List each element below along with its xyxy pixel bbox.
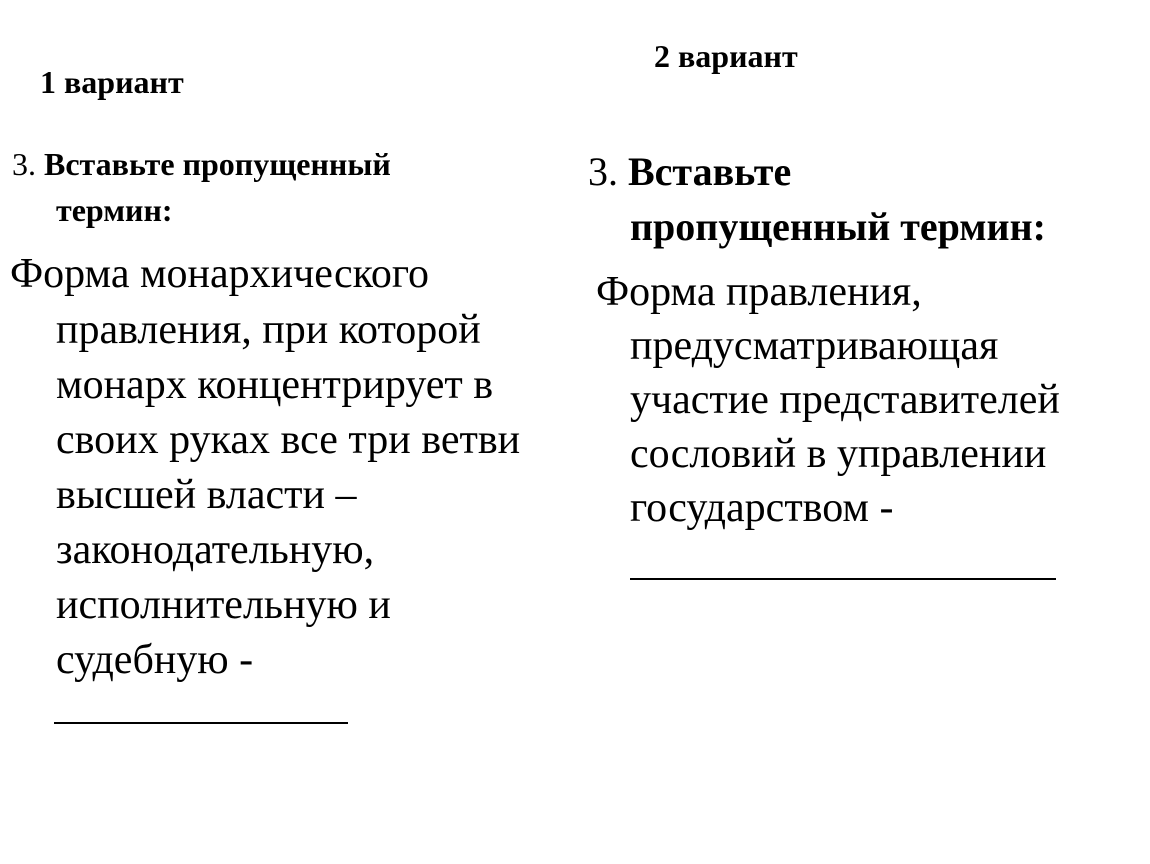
variant-1-body-line: своих руках все три ветви <box>56 417 521 463</box>
variant-1-heading: 1 вариант <box>40 64 184 100</box>
variant-2-heading: 2 вариант <box>654 38 798 74</box>
variant-1-answer-blank[interactable] <box>54 722 348 724</box>
variant-2-answer-blank[interactable] <box>630 578 1056 580</box>
variant-2-task-line-1 <box>588 144 791 200</box>
variant-2-body-line: сословий в управлении <box>630 431 1047 477</box>
variant-1-body-line: законодательную, <box>56 527 375 573</box>
variant-2-task-number: 3. <box>588 149 618 194</box>
variant-1-body-line: правления, при которой <box>56 307 481 353</box>
variant-2-body-line: Форма правления, <box>596 269 922 315</box>
variant-2-body-line: участие представителей <box>630 377 1060 423</box>
variant-1-body-line: судебную - <box>56 637 254 683</box>
variant-2-body-line: предусматривающая <box>630 323 999 369</box>
variant-1-task-line-1 <box>12 142 391 186</box>
variant-2-task-line-2: пропущенный термин: <box>630 204 1046 249</box>
variant-1-body-line: монарх концентрирует в <box>56 362 494 408</box>
variant-2-task-instruction: Вставьте <box>628 149 792 194</box>
variant-1-body-line: исполнительную и <box>56 582 391 628</box>
variant-1-task-line-2: термин: <box>56 192 173 228</box>
variant-1-body-line: высшей власти – <box>56 472 357 518</box>
variant-1-body-line: Форма монархического <box>10 251 430 297</box>
variant-1-task-number: 3. <box>12 146 36 182</box>
variant-2-body-line: государством - <box>630 485 894 531</box>
variant-1-task-instruction: Вставьте пропущенный <box>44 146 391 182</box>
